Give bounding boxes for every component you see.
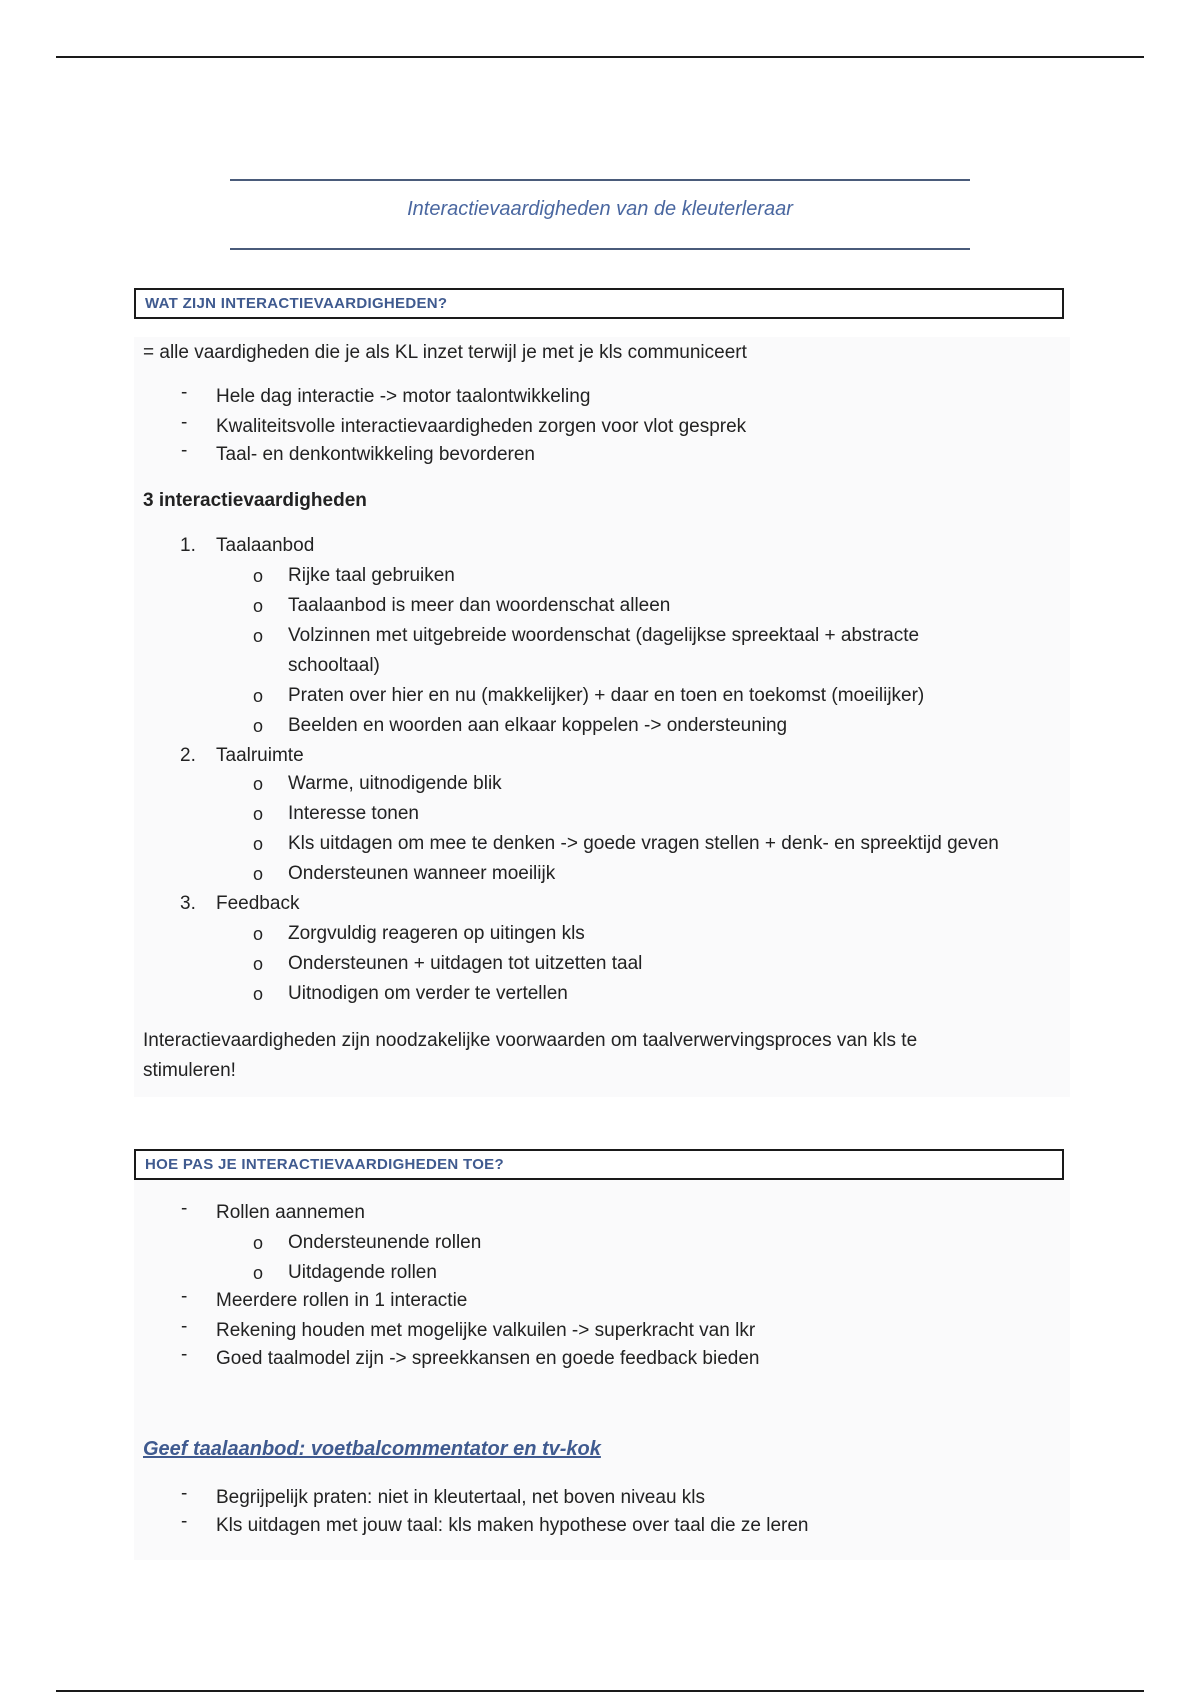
bullet-dash: - — [181, 382, 188, 403]
bullet-item: Kls uitdagen met jouw taal: kls maken hypothese over taal die ze leren — [216, 1515, 809, 1536]
circle-bullet: o — [253, 686, 264, 706]
circle-bullet: o — [253, 1263, 264, 1283]
document-title: Interactievaardigheden van de kleuterleraar — [407, 198, 793, 220]
list-item-label: Taalruimte — [216, 745, 304, 766]
sub-item: Kls uitdagen om mee te denken -> goede vragen stellen + denk- en spreektijd geven — [288, 833, 999, 854]
bullet-item: Rekening houden met mogelijke valkuilen -> superkracht van lkr — [216, 1320, 756, 1341]
sub-item: Rijke taal gebruiken — [288, 565, 455, 586]
sub-item-continuation: schooltaal) — [288, 655, 380, 676]
circle-bullet: o — [253, 954, 264, 974]
page-top-rule — [56, 56, 1144, 58]
subsection-heading: Geef taalaanbod: voetbalcommentator en tv-kok — [143, 1438, 601, 1460]
bullet-dash: - — [181, 412, 188, 433]
definition-text: = alle vaardigheden die je als KL inzet terwijl je met je kls communiceert — [143, 342, 747, 363]
circle-bullet: o — [253, 804, 264, 824]
sub-item: Warme, uitnodigende blik — [288, 773, 502, 794]
list-number: 1. — [180, 535, 196, 556]
bullet-dash: - — [181, 1483, 188, 1504]
bullet-dash: - — [181, 440, 188, 461]
bullet-dash: - — [181, 1198, 188, 1219]
sub-item: Uitnodigen om verder te vertellen — [288, 983, 568, 1004]
sub-item: Beelden en woorden aan elkaar koppelen -> ondersteuning — [288, 715, 788, 736]
circle-bullet: o — [253, 984, 264, 1004]
circle-bullet: o — [253, 566, 264, 586]
bullet-dash: - — [181, 1286, 188, 1307]
bullet-item: Begrijpelijk praten: niet in kleutertaal, net boven niveau kls — [216, 1487, 706, 1508]
bullet-dash: - — [181, 1344, 188, 1365]
circle-bullet: o — [253, 626, 264, 646]
list-number: 2. — [180, 745, 196, 766]
conclusion-text-continuation: stimuleren! — [143, 1060, 236, 1081]
bullet-item: Taal- en denkontwikkeling bevorderen — [216, 444, 535, 465]
section-heading-what: WAT ZIJN INTERACTIEVAARDIGHEDEN? — [134, 288, 1064, 319]
circle-bullet: o — [253, 864, 264, 884]
list-number: 3. — [180, 893, 196, 914]
title-top-rule — [230, 179, 970, 181]
sub-item: Ondersteunen + uitdagen tot uitzetten taal — [288, 953, 643, 974]
sub-item: Praten over hier en nu (makkelijker) + daar en toen en toekomst (moeilijker) — [288, 685, 925, 706]
sub-item: Volzinnen met uitgebreide woordenschat (dagelijkse spreektaal + abstracte — [288, 625, 920, 646]
title-bottom-rule — [230, 248, 970, 250]
list-item-label: Feedback — [216, 893, 300, 914]
sub-item: Uitdagende rollen — [288, 1262, 437, 1283]
conclusion-text: Interactievaardigheden zijn noodzakelijke voorwaarden om taalverwervingsproces van kls te — [143, 1030, 918, 1051]
sub-item: Interesse tonen — [288, 803, 419, 824]
list-heading: 3 interactievaardigheden — [143, 490, 367, 511]
bullet-item: Hele dag interactie -> motor taalontwikkeling — [216, 386, 591, 407]
circle-bullet: o — [253, 834, 264, 854]
sub-item: Ondersteunen wanneer moeilijk — [288, 863, 556, 884]
circle-bullet: o — [253, 596, 264, 616]
bullet-item: Goed taalmodel zijn -> spreekkansen en goede feedback bieden — [216, 1348, 760, 1369]
page-bottom-rule — [56, 1690, 1144, 1692]
sub-item: Taalaanbod is meer dan woordenschat alleen — [288, 595, 671, 616]
section-heading-how: HOE PAS JE INTERACTIEVAARDIGHEDEN TOE? — [134, 1149, 1064, 1180]
bullet-item: Meerdere rollen in 1 interactie — [216, 1290, 468, 1311]
bullet-item: Rollen aannemen — [216, 1202, 365, 1223]
circle-bullet: o — [253, 716, 264, 736]
circle-bullet: o — [253, 774, 264, 794]
bullet-item: Kwaliteitsvolle interactievaardigheden zorgen voor vlot gesprek — [216, 416, 747, 437]
sub-item: Ondersteunende rollen — [288, 1232, 482, 1253]
circle-bullet: o — [253, 924, 264, 944]
circle-bullet: o — [253, 1233, 264, 1253]
sub-item: Zorgvuldig reageren op uitingen kls — [288, 923, 585, 944]
bullet-dash: - — [181, 1316, 188, 1337]
list-item-label: Taalaanbod — [216, 535, 315, 556]
bullet-dash: - — [181, 1511, 188, 1532]
